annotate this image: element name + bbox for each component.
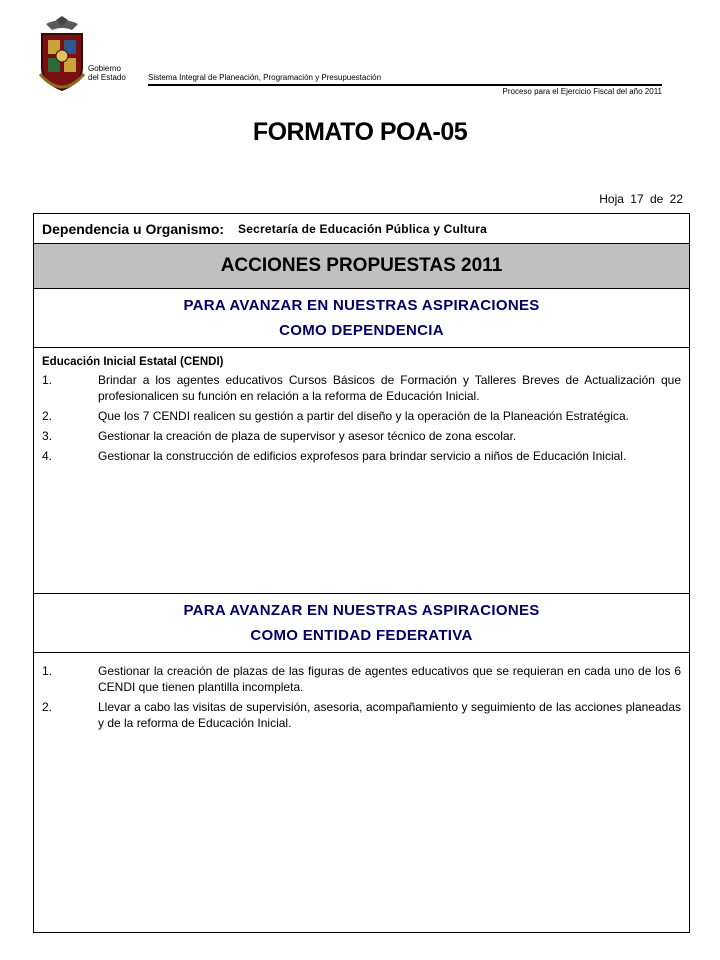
section1-subtitle: Educación Inicial Estatal (CENDI) xyxy=(42,356,224,368)
government-label xyxy=(88,64,126,82)
list-item xyxy=(42,663,681,695)
system-name: Sistema Integral de Planeación, Programación y Presupuestación xyxy=(148,73,382,82)
section2-heading-line1: PARA AVANZAR EN NUESTRAS ASPIRACIONES xyxy=(183,602,540,619)
section2-heading xyxy=(34,594,689,653)
page-title: FORMATO POA-05 xyxy=(252,118,468,146)
item-number: 1. xyxy=(42,664,53,678)
section-title: ACCIONES PROPUESTAS 2011 xyxy=(34,244,689,289)
item-number: 2. xyxy=(42,700,53,714)
item-number: 4. xyxy=(42,449,53,463)
list-item xyxy=(42,428,681,444)
item-text: Gestionar la construcción de edificios exprofesos para brindar servicio a niños de Educación Inicial. xyxy=(98,449,627,463)
section1-list xyxy=(42,372,681,464)
item-text: Llevar a cabo las visitas de supervisión, asesoria, acompañamiento y seguimiento de las acciones planeadas y de la reforma de Educación Inicial. xyxy=(98,700,681,730)
item-number: 2. xyxy=(42,409,53,423)
dependency-value: Secretaría de Educación Pública y Cultura xyxy=(238,221,487,236)
list-item xyxy=(42,408,681,424)
section2-heading-line2: COMO ENTIDAD FEDERATIVA xyxy=(250,627,473,644)
poa-form xyxy=(33,213,690,933)
section1-heading-line1: PARA AVANZAR EN NUESTRAS ASPIRACIONES xyxy=(183,297,540,314)
sheet-number: Hoja 17 de 22 xyxy=(599,192,683,206)
section1-heading xyxy=(34,289,689,348)
section1-body xyxy=(34,348,689,594)
dependency-label: Dependencia u Organismo: xyxy=(42,220,225,237)
item-text: Brindar a los agentes educativos Cursos Básicos de Formación y Talleres Breves de Actualización que profesionalicen su función en relación a la reforma de Educación Inicial. xyxy=(98,373,681,403)
list-item xyxy=(42,699,681,731)
section2-body xyxy=(34,653,689,731)
item-number: 1. xyxy=(42,373,53,387)
item-number: 3. xyxy=(42,429,53,443)
list-item xyxy=(42,448,681,464)
section2-list xyxy=(42,663,681,731)
state-coat-of-arms-icon xyxy=(36,16,88,96)
gov-line-2: del Estado xyxy=(88,73,126,82)
dependency-row xyxy=(34,214,689,244)
item-text: Gestionar la creación de plaza de supervisor y asesor técnico de zona escolar. xyxy=(98,429,517,443)
fiscal-process: Proceso para el Ejercicio Fiscal del año 2011 xyxy=(502,87,662,96)
item-text: Gestionar la creación de plazas de las figuras de agentes educativos que se requieran en cada uno de los 6 CENDI que tienen plantilla incompleta. xyxy=(98,664,681,694)
header-divider xyxy=(148,84,662,86)
list-item xyxy=(42,372,681,404)
section1-heading-line2: COMO DEPENDENCIA xyxy=(279,322,444,339)
item-text: Que los 7 CENDI realicen su gestión a partir del diseño y la operación de la Planeación Estratégica. xyxy=(98,409,629,423)
gov-line-1: Gobierno xyxy=(88,64,121,73)
